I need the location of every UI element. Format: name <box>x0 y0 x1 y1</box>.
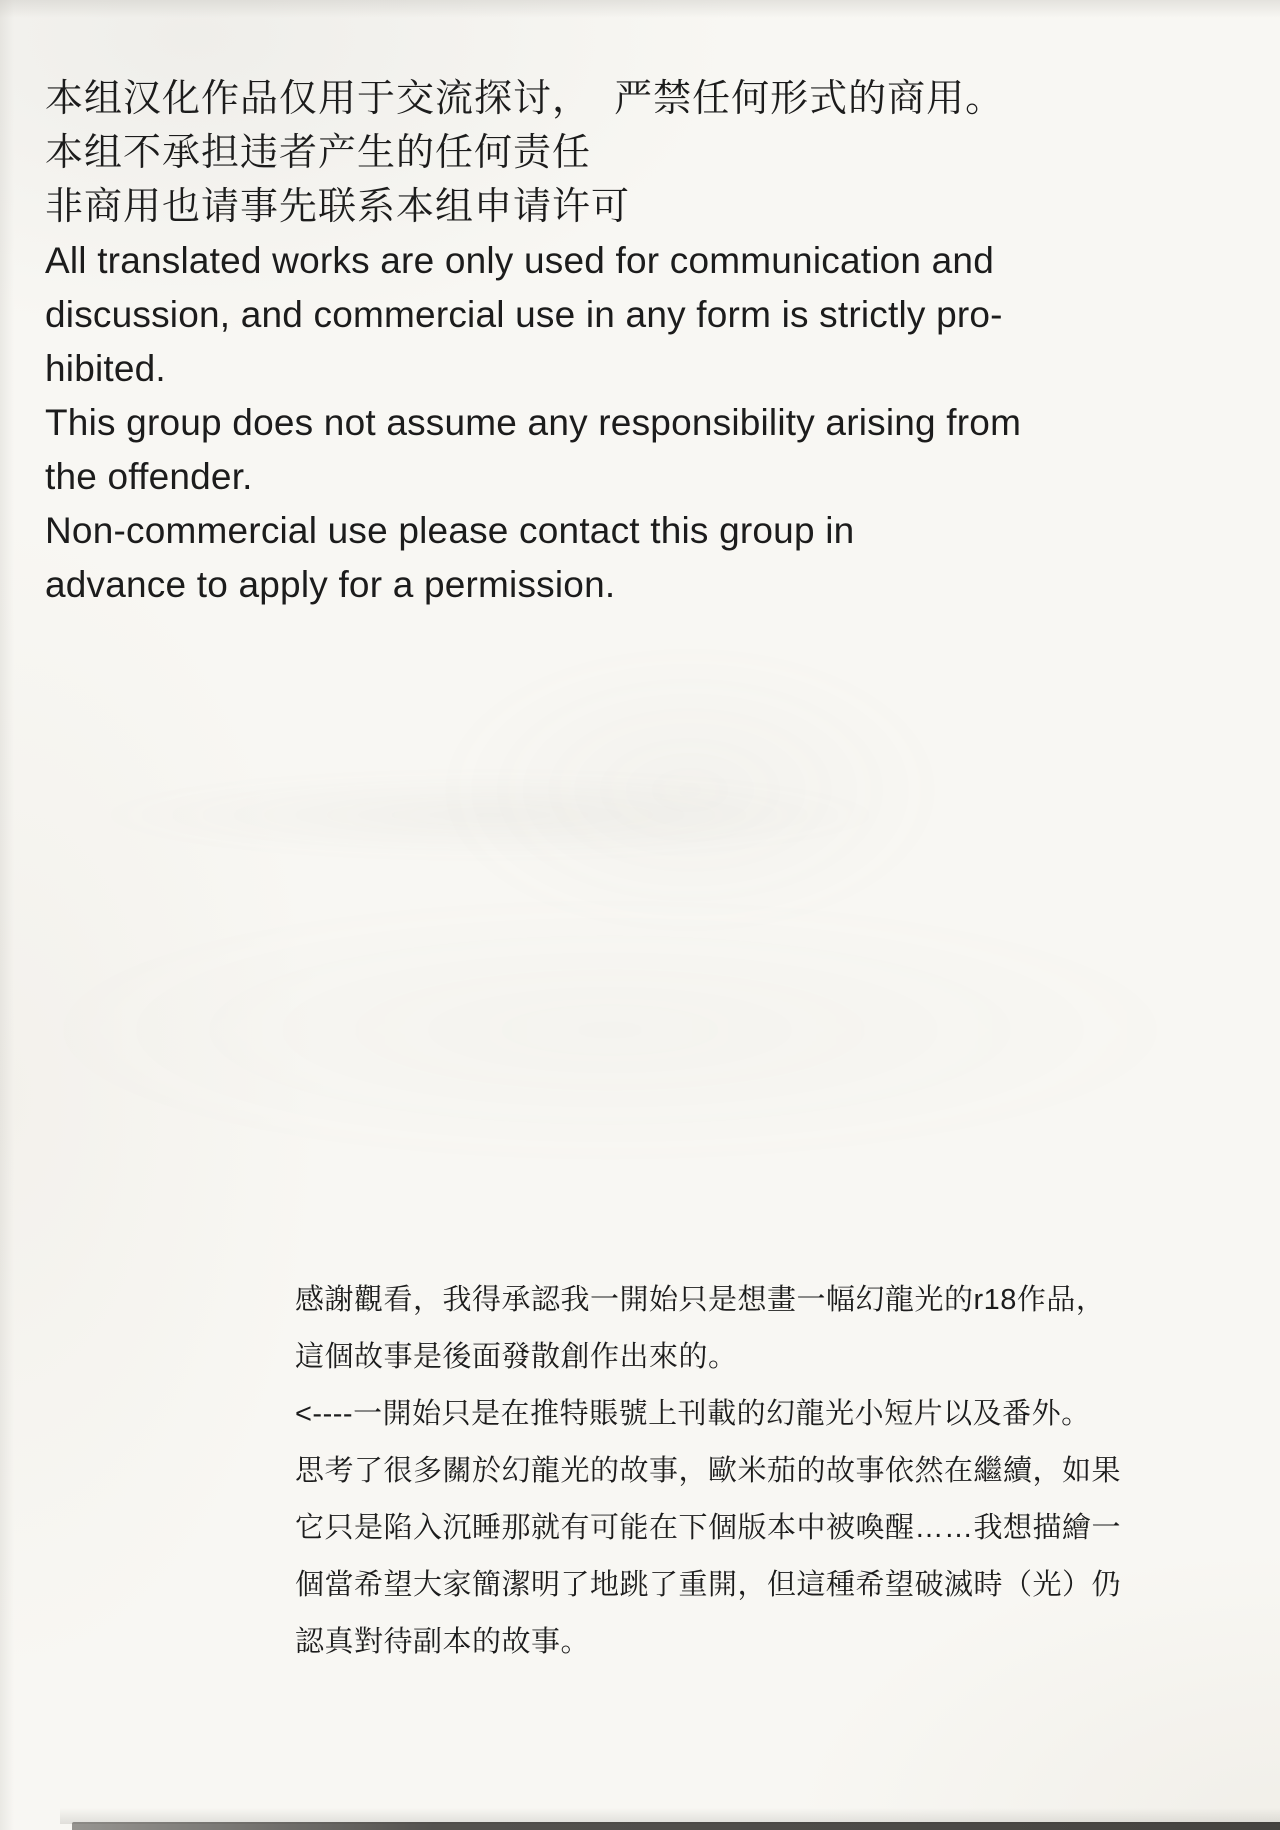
afterword-line: 個當希望大家簡潔明了地跳了重開，但這種希望破滅時（光）仍 <box>295 1569 1122 1601</box>
afterword-line: 認真對待副本的故事。 <box>295 1626 591 1658</box>
disclaimer-cn-line: 非商用也请事先联系本组申请许可 <box>45 186 631 228</box>
afterword-line: 思考了很多關於幻龍光的故事，歐米茄的故事依然在繼續，如果 <box>295 1455 1122 1487</box>
bleed-through-ghost <box>90 770 890 860</box>
disclaimer-en-line: advance to apply for a permission. <box>45 564 616 605</box>
afterword-line: <----一開始只是在推特賬號上刊載的幻龍光小短片以及番外。 <box>295 1398 1091 1430</box>
afterword-line: 它只是陷入沉睡那就有可能在下個版本中被喚醒……我想描繪一 <box>295 1512 1122 1544</box>
disclaimer-en-line: the offender. <box>45 456 253 497</box>
disclaimer-cn-line: 本组汉化作品仅用于交流探讨， 严禁任何形式的商用。 <box>45 78 1005 120</box>
disclaimer-en-line: Non-commercial use please contact this group in <box>45 510 855 551</box>
disclaimer-en-line: discussion, and commercial use in any form is strictly pro- <box>45 294 1003 335</box>
afterword-block <box>295 1272 1125 1671</box>
disclaimer-en-line: This group does not assume any responsibility arising from <box>45 402 1022 443</box>
bleed-through-ghost <box>60 900 1160 1160</box>
bleed-through-ghost <box>430 640 950 940</box>
disclaimer-block <box>45 72 1195 612</box>
scan-edge-top <box>0 0 1280 18</box>
scan-edge-bottom <box>72 1822 1280 1830</box>
afterword-line: 這個故事是後面發散創作出來的。 <box>295 1341 738 1373</box>
afterword-line: 感謝觀看，我得承認我一開始只是想畫一幅幻龍光的r18作品， <box>295 1284 1106 1316</box>
disclaimer-cn-line: 本组不承担违者产生的任何责任 <box>45 132 592 174</box>
disclaimer-en-line: All translated works are only used for communication and <box>45 240 994 281</box>
disclaimer-en-line: hibited. <box>45 348 166 389</box>
scan-edge-left <box>0 0 14 1830</box>
